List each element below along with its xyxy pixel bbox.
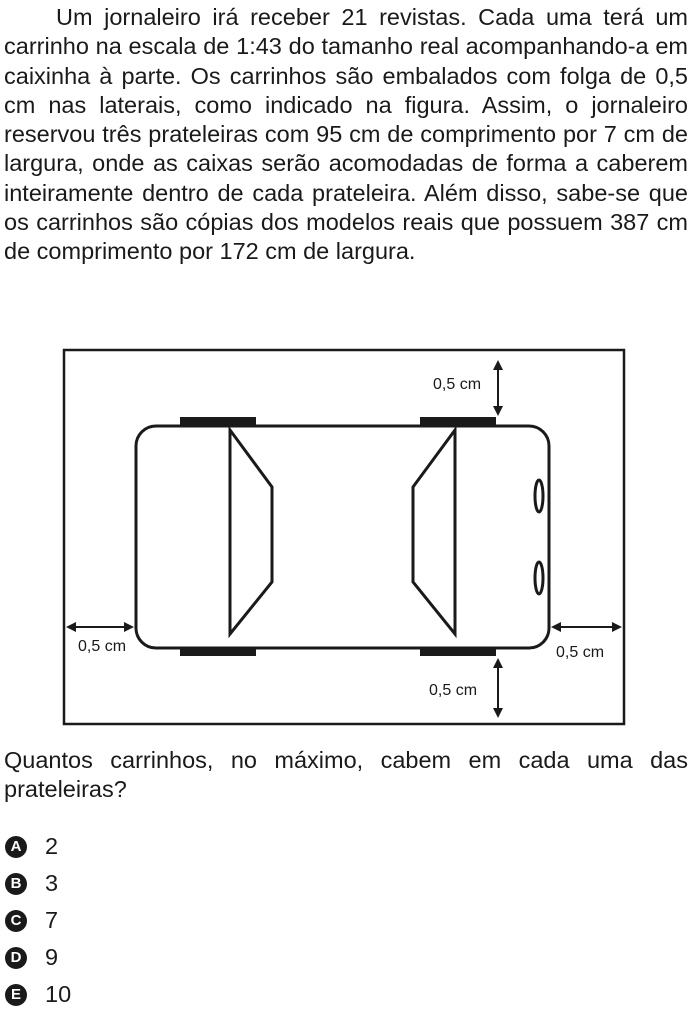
answer-options <box>4 828 71 1013</box>
option-a-text: 2 <box>45 833 59 859</box>
option-d[interactable] <box>4 939 71 976</box>
option-c-text: 7 <box>45 907 59 933</box>
option-b-text: 3 <box>45 870 59 896</box>
question-text: Quantos carrinhos, no máximo, cabem em cada uma das prateleiras? <box>4 747 688 803</box>
right-gap-label: 0,5 cm <box>556 644 605 661</box>
option-e[interactable] <box>4 976 71 1013</box>
headlight-top <box>535 480 543 512</box>
option-e-badge: E <box>5 984 27 1006</box>
option-a-badge: A <box>5 836 27 858</box>
option-c[interactable] <box>4 902 71 939</box>
bottom-gap-label: 0,5 cm <box>429 682 478 699</box>
option-d-badge: D <box>5 947 27 969</box>
option-b[interactable] <box>4 865 71 902</box>
option-a[interactable] <box>4 828 71 865</box>
car-body <box>136 426 549 648</box>
problem-statement: Um jornaleiro irá receber 21 revistas. Cada uma terá um carrinho na escala de 1:43 do tamanho real acompanhando-a em caixinha à parte. Os carrinhos são embalados com folga de 0,5 cm nas laterais, como indicado na figura. Assim, o jornaleiro reservou três prateleiras com 95 cm de comprimento por 7 cm de largura, onde as caixas serão acomodadas de forma a caberem inteiramente dentro de cada prateleira. Além disso, sabe-se que os carrinhos são cópias dos modelos reais que possuem 387 cm de comprimento por 172 cm de largura. <box>4 4 688 265</box>
option-d-text: 9 <box>45 944 59 970</box>
option-c-badge: C <box>5 910 27 932</box>
top-gap-label: 0,5 cm <box>433 376 482 393</box>
left-gap-label: 0,5 cm <box>78 638 127 655</box>
headlight-bottom <box>535 562 543 594</box>
option-b-badge: B <box>5 873 27 895</box>
option-e-text: 10 <box>45 981 72 1007</box>
